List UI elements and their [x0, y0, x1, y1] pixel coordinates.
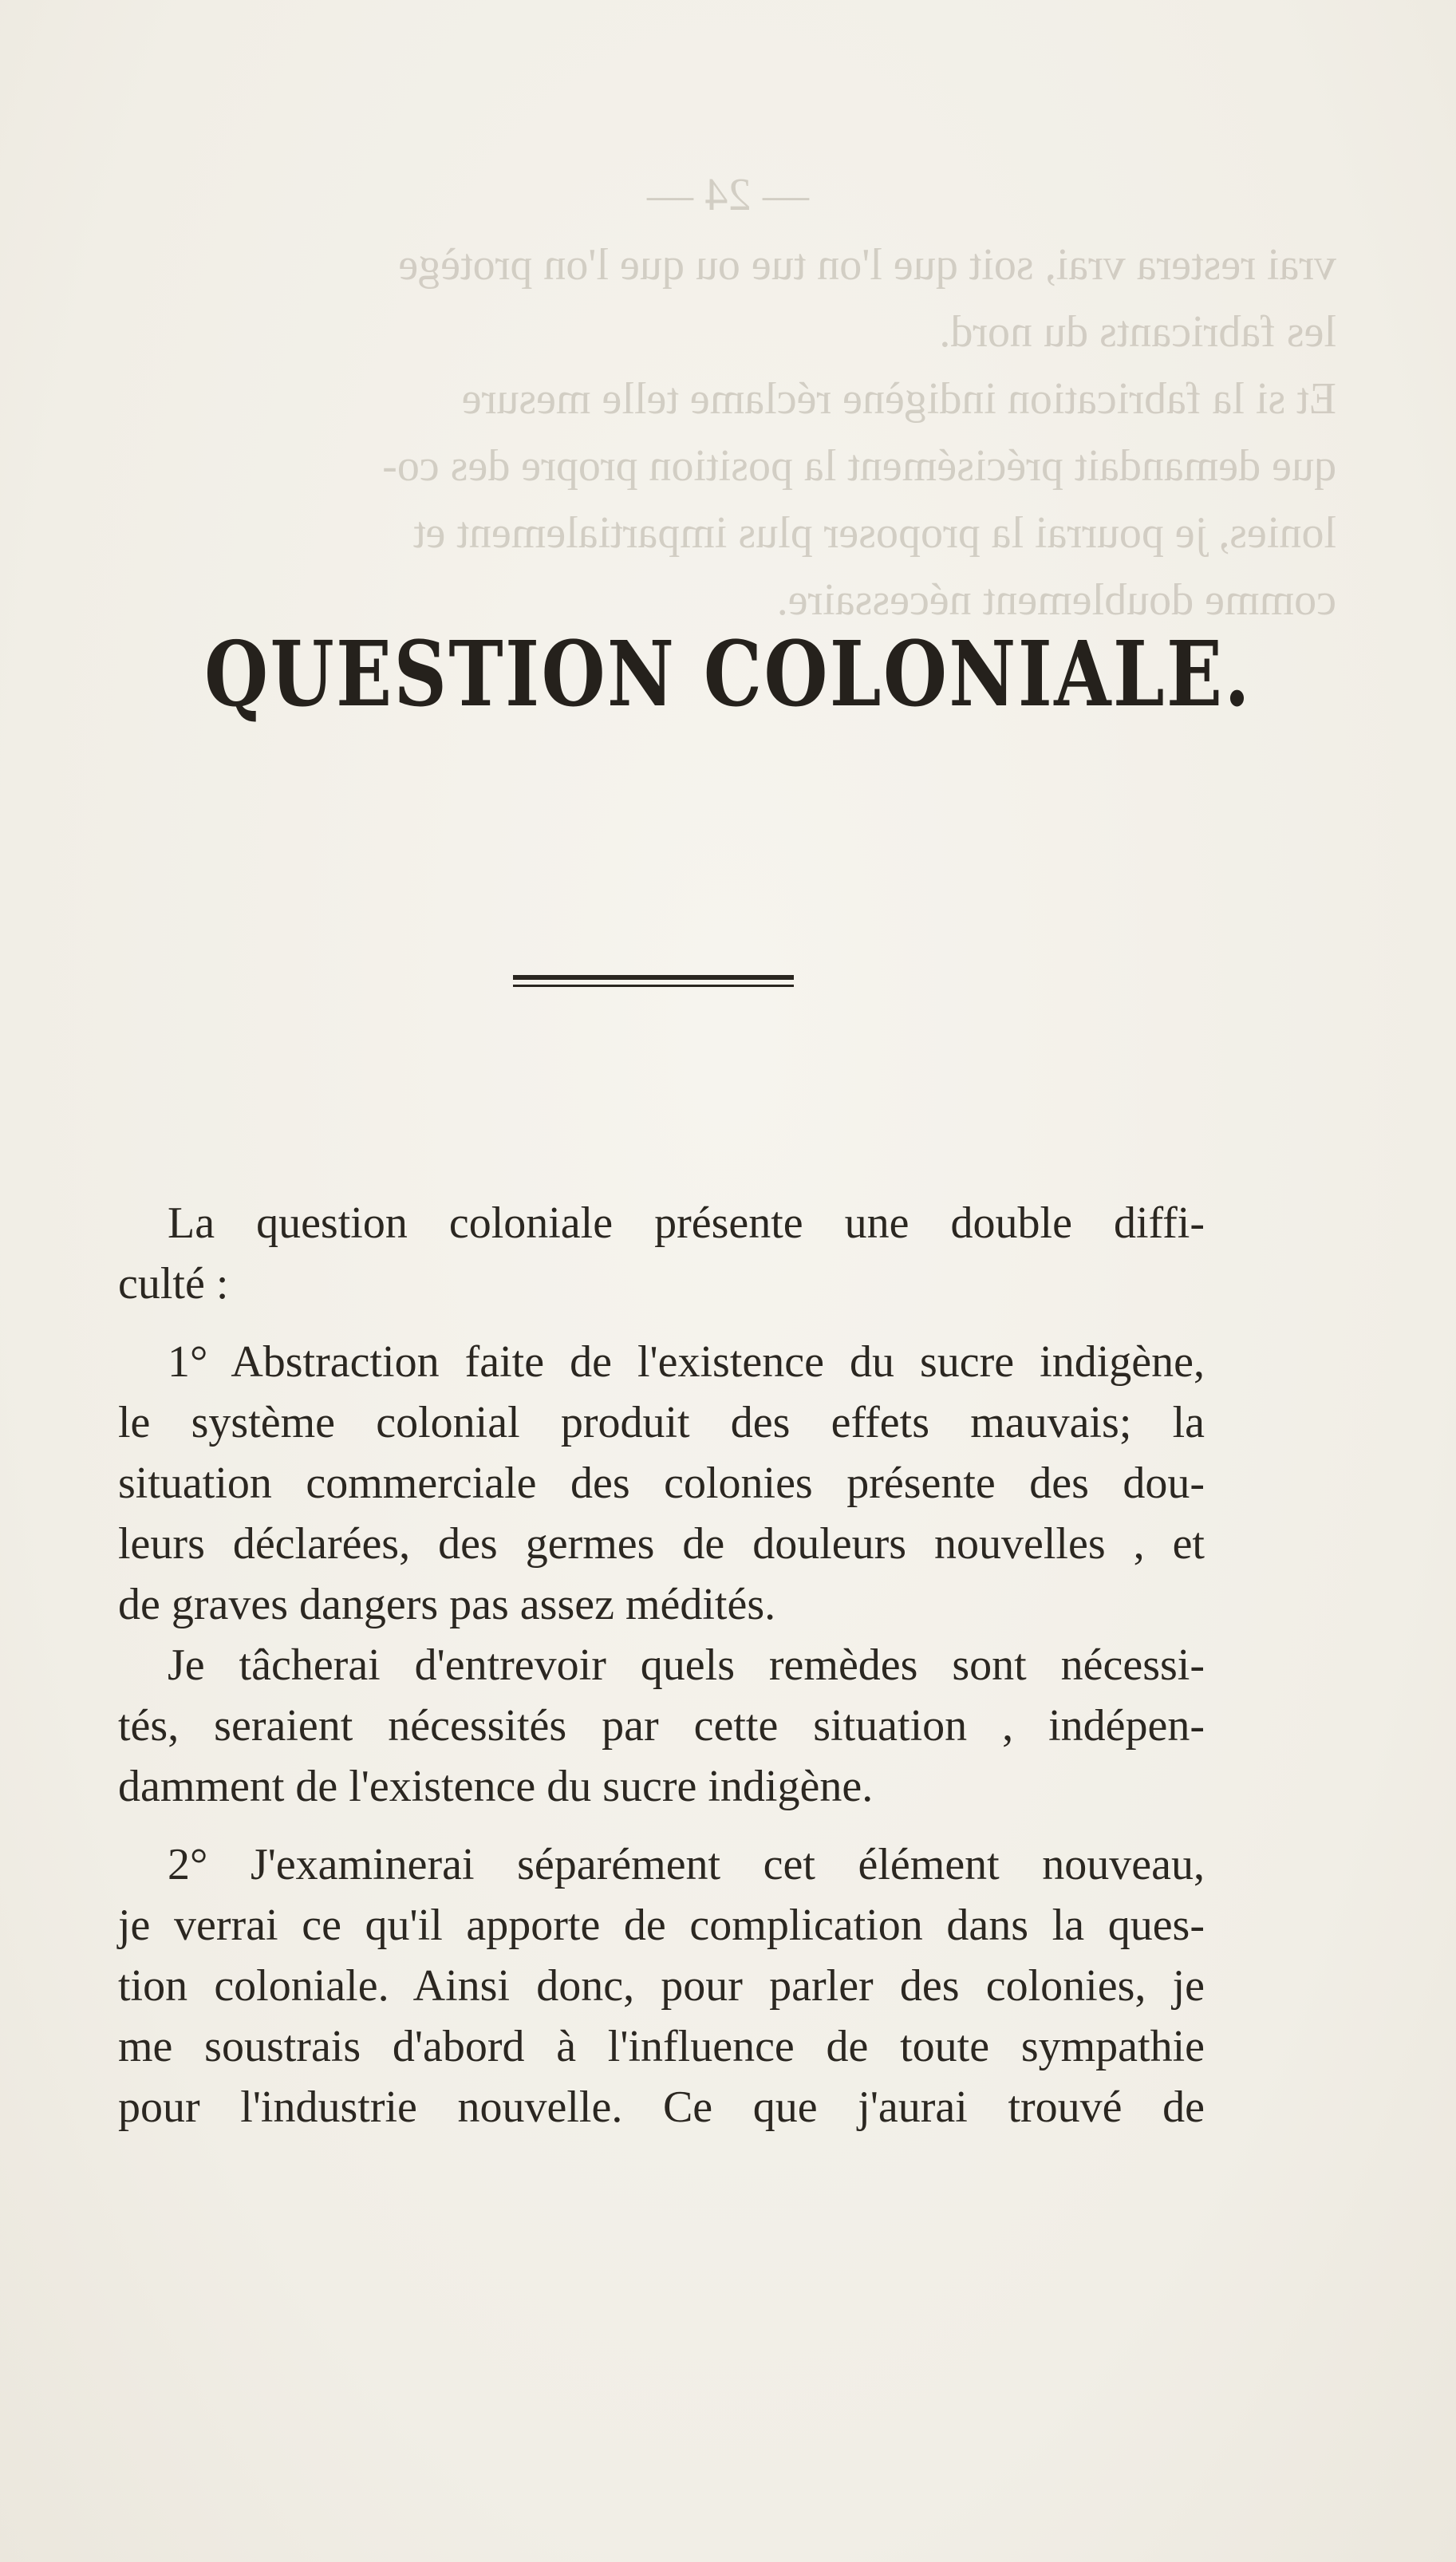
- text-line: tés, seraient nécessités par cette situation , indépen-: [118, 1701, 1205, 1751]
- bleed-through-page-number: — 24 —: [647, 168, 809, 220]
- text-line: 2° J'examinerai séparément cet élément nouveau,: [168, 1840, 1205, 1889]
- bleed-through-line: lonies, je pourrai la proposer plus impartialement et: [413, 508, 1336, 558]
- text-line: damment de l'existence du sucre indigène.: [118, 1762, 874, 1811]
- text-line: La question coloniale présente une double diffi-: [168, 1198, 1205, 1248]
- paragraph-4: [118, 1834, 1205, 2138]
- bleed-through-line: les fabricants du nord.: [939, 307, 1336, 357]
- text-line: pour l'industrie nouvelle. Ce que j'aurai trouvé de: [118, 2082, 1205, 2132]
- bleed-through-line: Et si la fabrication indigène réclame telle mesure: [461, 374, 1336, 424]
- bleed-through-line: comme doublement nécessaire.: [776, 575, 1336, 625]
- text-line: tion coloniale. Ainsi donc, pour parler des colonies, je: [118, 1961, 1205, 2011]
- paragraph-3: [118, 1635, 1205, 1817]
- paragraph-2: [118, 1332, 1205, 1635]
- paragraph-1: [118, 1193, 1205, 1314]
- text-line: de graves dangers pas assez médités.: [118, 1580, 776, 1629]
- text-line: culté :: [118, 1259, 229, 1309]
- text-line: je verrai ce qu'il apporte de complication dans la ques-: [118, 1901, 1205, 1950]
- text-line: leurs déclarées, des germes de douleurs nouvelles , et: [118, 1519, 1205, 1569]
- text-line: 1° Abstraction faite de l'existence du sucre indigène,: [168, 1337, 1205, 1387]
- text-line: situation commerciale des colonies présente des dou-: [118, 1459, 1205, 1508]
- text-line: me soustrais d'abord à l'influence de toute sympathie: [118, 2022, 1205, 2071]
- bleed-through-line: que demandait précisément la position propre des co-: [382, 441, 1336, 491]
- text-line: le système colonial produit des effets mauvais; la: [118, 1398, 1205, 1447]
- body-text: [118, 1193, 1205, 2138]
- chapter-title: QUESTION COLONIALE.: [204, 622, 1252, 727]
- title-rule-thick: [513, 975, 794, 980]
- text-line: Je tâcherai d'entrevoir quels remèdes sont nécessi-: [168, 1640, 1205, 1690]
- title-rule-thin: [513, 985, 794, 987]
- bleed-through-text: [0, 231, 1456, 634]
- bleed-through-line: vrai restera vrai, soit que l'on tue ou que l'on protège: [398, 240, 1336, 290]
